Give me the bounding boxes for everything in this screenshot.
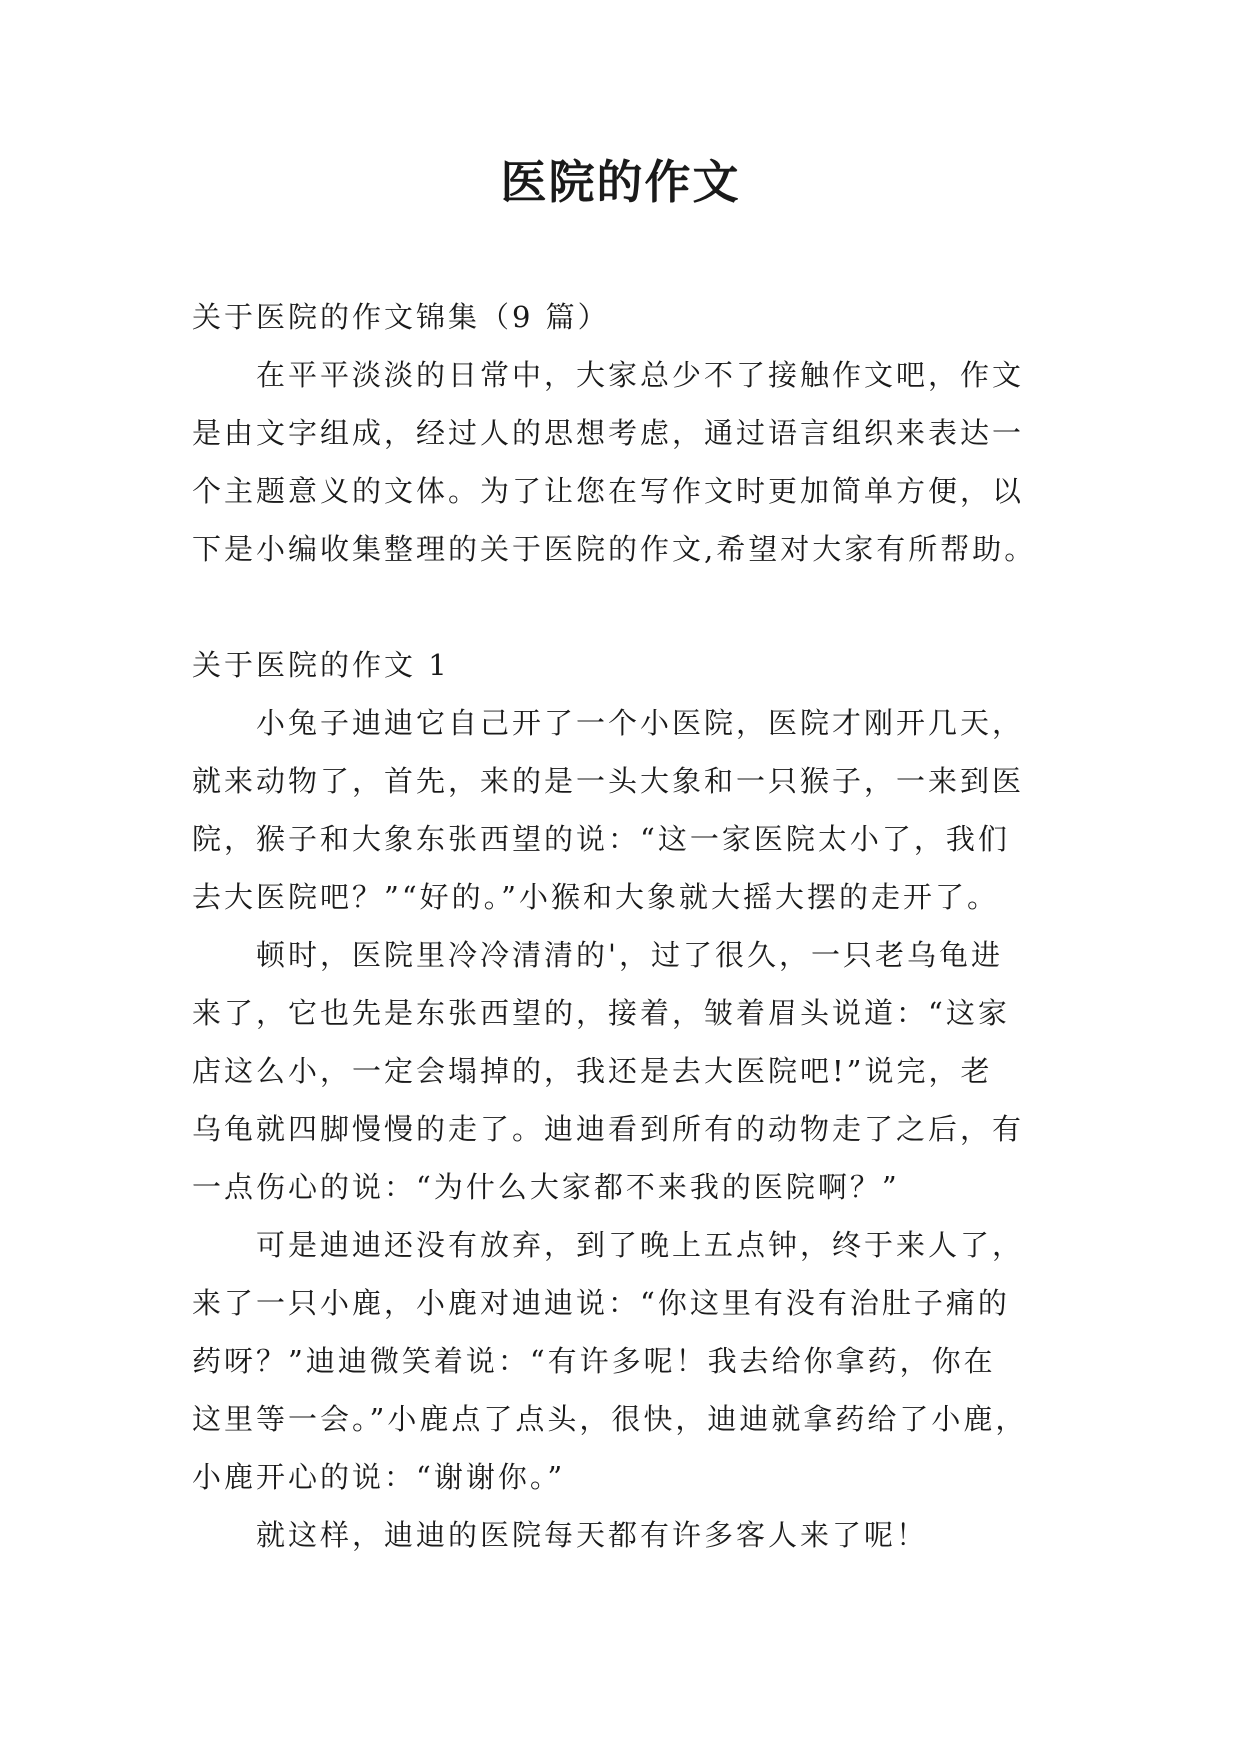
story-paragraph-1 bbox=[192, 694, 1072, 926]
story-paragraph-2 bbox=[192, 926, 1072, 1216]
document-body bbox=[192, 288, 1072, 1564]
story-line: 院，猴子和大象东张西望的说：“这一家医院太小了，我们 bbox=[192, 822, 1010, 856]
story-line: 来了，它也先是东张西望的，接着，皱着眉头说道：“这家 bbox=[192, 996, 1010, 1030]
story-line: 就来动物了，首先，来的是一头大象和一只猴子，一来到医 bbox=[192, 764, 1025, 798]
story-paragraph-3 bbox=[192, 1216, 1072, 1506]
story-line: 顿时，医院里冷冷清清的'，过了很久，一只老乌龟进 bbox=[256, 938, 1003, 972]
intro-line: 个主题意义的文体。为了让您在写作文时更加简单方便，以 bbox=[192, 474, 1025, 508]
blank-line bbox=[192, 578, 1072, 636]
intro-line: 下是小编收集整理的关于医院的作文,希望对大家有所帮助。 bbox=[192, 532, 1037, 566]
story-line: 就这样，迪迪的医院每天都有许多客人来了呢！ bbox=[256, 1518, 929, 1552]
story-line: 一点伤心的说：“为什么大家都不来我的医院啊？” bbox=[192, 1170, 900, 1204]
section-heading: 关于医院的作文 1 bbox=[192, 648, 450, 682]
story-line: 来了一只小鹿，小鹿对迪迪说：“你这里有没有治肚子痛的 bbox=[192, 1286, 1010, 1320]
intro-line: 是由文字组成，经过人的思想考虑，通过语言组织来表达一 bbox=[192, 416, 1025, 450]
story-line: 乌龟就四脚慢慢的走了。迪迪看到所有的动物走了之后，有 bbox=[192, 1112, 1025, 1146]
collection-subtitle: 关于医院的作文锦集（9 篇） bbox=[192, 300, 610, 334]
story-line: 小鹿开心的说：“谢谢你。” bbox=[192, 1460, 566, 1494]
intro-paragraph bbox=[192, 346, 1072, 578]
story-line: 小兔子迪迪它自己开了一个小医院，医院才刚开几天， bbox=[256, 706, 1025, 740]
story-line: 药呀？”迪迪微笑着说：“有许多呢！我去给你拿药，你在 bbox=[192, 1344, 996, 1378]
story-line: 店这么小，一定会塌掉的，我还是去大医院吧!”说完，老 bbox=[192, 1054, 993, 1088]
story-line: 可是迪迪还没有放弃，到了晚上五点钟，终于来人了， bbox=[256, 1228, 1025, 1262]
story-paragraph-4 bbox=[192, 1506, 1072, 1564]
intro-line: 在平平淡淡的日常中，大家总少不了接触作文吧，作文 bbox=[256, 358, 1025, 392]
story-line: 去大医院吧？”“好的。”小猴和大象就大摇大摆的走开了。 bbox=[192, 880, 999, 914]
document-title: 医院的作文 bbox=[500, 155, 741, 209]
story-line: 这里等一会。”小鹿点了点头，很快，迪迪就拿药给了小鹿， bbox=[192, 1402, 1028, 1436]
